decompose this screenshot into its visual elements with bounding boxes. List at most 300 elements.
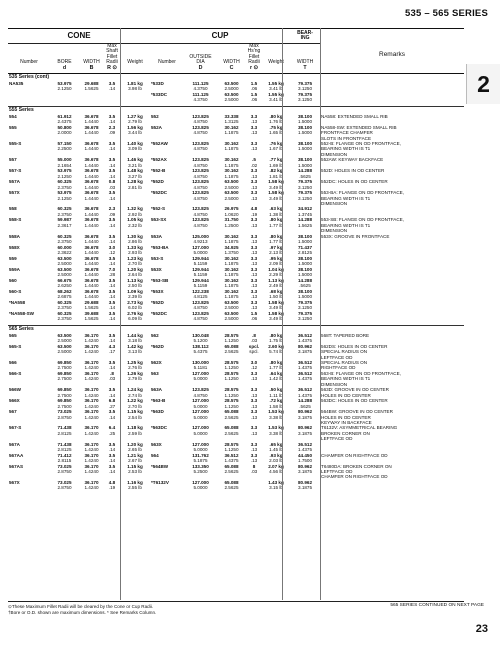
cone-weight [120, 344, 150, 360]
bearing-width [290, 114, 320, 125]
table-row [8, 256, 464, 267]
shaft-fillet [104, 234, 120, 245]
cup-width [217, 278, 246, 289]
cone-weight [120, 289, 150, 300]
cup-width [217, 480, 246, 491]
cone-weight [120, 278, 150, 289]
cone-bore [50, 190, 79, 206]
cup-width-imperial: 2.5625 [224, 349, 239, 355]
cup-width [217, 360, 246, 371]
shaft-fillet [104, 81, 120, 92]
housing-fillet-imperial: .13 [250, 457, 258, 463]
shaft-fillet-imperial: .14 [108, 392, 116, 398]
shaft-fillet-imperial: .14 [108, 446, 116, 452]
cone-number: 557-S [9, 168, 22, 174]
cone-width [79, 206, 104, 217]
cone-bore-imperial: 2.5000 [57, 272, 72, 278]
housing-fillet-imperial: .06 [250, 316, 258, 322]
shaft-fillet-imperial: .27 [108, 403, 116, 409]
bearing-width-metric: 36.512 [297, 332, 313, 338]
shaft-fillet-metric: 3.5 [108, 441, 116, 447]
cone-weight-imperial: 2.70 lb [128, 403, 142, 409]
cone-number: 560-S [9, 288, 22, 294]
bearing-width-metric: 38.100 [297, 124, 313, 130]
cup-number: *533DC [151, 91, 168, 97]
bearing-width-imperial: 3.1250 [297, 86, 313, 92]
cup-od-imperial: 5.1159 [193, 272, 208, 278]
cone-weight [120, 333, 150, 344]
cone-weight-imperial: 2.74 lb [128, 392, 142, 398]
housing-fillet [246, 464, 262, 480]
cone-bore-imperial: 2.3750 [57, 239, 72, 245]
bearing-width-metric: 14.288 [297, 398, 313, 404]
cone-weight-metric: 1.27 kg [127, 113, 143, 119]
bearing-width [290, 278, 320, 289]
cup-weight [262, 398, 290, 409]
housing-fillet-imperial: .13 [250, 184, 258, 190]
cup-od-metric: 130.000 [192, 359, 209, 365]
cone-bore [50, 267, 79, 278]
shaft-fillet [104, 278, 120, 289]
cone-bore-metric: 57.150 [57, 141, 72, 147]
sym-D: D [184, 66, 217, 74]
cup-od [184, 333, 217, 344]
cone-number: *NA558 [9, 299, 26, 305]
cone-weight-metric: 1.15 kg [127, 409, 143, 415]
header-row-labels [8, 43, 464, 66]
cup-width-imperial: 2.5000 [224, 316, 239, 322]
cone-width [79, 125, 104, 141]
cup-number: *552D [151, 179, 164, 185]
shaft-fillet-metric: 2.3 [108, 206, 116, 212]
cone-width-imperial: 1.4440 [84, 283, 99, 289]
remarks: 553-BA: FLANGE ON OD FRONTFACE, BEARING WIDTH IS T1 DIMENSION [321, 190, 404, 207]
cup-od-metric: 127.000 [192, 398, 209, 404]
bearing-width-metric: 79.375 [297, 299, 313, 305]
cup-od-metric: 138.112 [192, 343, 209, 349]
shaft-fillet-metric: 3.5 [108, 190, 116, 196]
cup-od [184, 92, 217, 103]
remarks: 562DS: HOLES IN OD CENTER SPECIAL RADIUS ON LEFTFACE OD [321, 343, 388, 360]
cone-width [79, 387, 104, 398]
cone-weight [120, 217, 150, 233]
outside-dia-header: OUTSIDE DIA [189, 53, 212, 65]
cup-od [184, 168, 217, 179]
bearing-width-imperial: 1.5000 [297, 294, 313, 300]
cup-od [184, 234, 217, 245]
bearing-width-imperial: 1.4375 [297, 365, 313, 371]
cup-weight-metric: 1.58 kg [268, 299, 284, 305]
cup-od-metric: 123.825 [192, 299, 209, 305]
cone-bore-imperial: 2.4375 [57, 119, 72, 125]
cone-weight-imperial: 3.27 lb [128, 173, 142, 179]
table-row [8, 125, 464, 141]
cone-weight-imperial: 3.98 lb [128, 86, 142, 92]
cone-weight-metric: 1.23 kg [127, 255, 143, 261]
cone-bore-metric: 69.850 [57, 387, 72, 393]
cup-width-metric: 30.162 [224, 233, 239, 239]
cup-od [184, 344, 217, 360]
page-tab: 2 [466, 64, 500, 104]
housing-fillet-imperial: .13 [250, 119, 258, 125]
cone-weight-metric: 1.21 kg [127, 452, 143, 458]
cone-bore [50, 371, 79, 387]
cup-width [217, 344, 246, 360]
cup-od [184, 256, 217, 267]
cone-width-metric: 36.170 [84, 370, 99, 376]
cone-weight [120, 114, 150, 125]
housing-fillet-metric: 3.3 [250, 425, 258, 431]
cone-bore-imperial: 2.5000 [57, 349, 72, 355]
cup-width [217, 442, 246, 453]
remarks [320, 289, 464, 300]
cup-od-imperial: 4.8750 [193, 305, 208, 311]
cone-bore-metric: 61.912 [57, 113, 72, 119]
table-row [8, 333, 464, 344]
table-row [8, 114, 464, 125]
cone-bore-imperial: 2.0000 [57, 130, 72, 136]
table-bottom-rule [8, 601, 464, 602]
shaft-fillet-metric: 3.5 [108, 217, 116, 223]
housing-fillet-imperial: .13 [250, 414, 258, 420]
cup-weight-imperial: 1.77 lb [269, 222, 283, 228]
cone-bore-metric: 60.325 [57, 310, 72, 316]
cup-od-imperial: 5.1181 [193, 365, 208, 371]
table-row [8, 217, 464, 233]
housing-fillet-metric: 3.0 [250, 359, 258, 365]
cup-weight [262, 114, 290, 125]
bearing-width-imperial: 1.3745 [297, 211, 313, 217]
cone-weight-imperial: 2.50 lb [128, 283, 142, 289]
cone-width-metric: 36.678 [84, 168, 99, 174]
cone-bore-metric: 69.850 [57, 359, 72, 365]
shaft-fillet-metric: 3.5 [108, 409, 116, 415]
cone-weight [120, 453, 150, 464]
table-row [8, 409, 464, 425]
cup-width [217, 179, 246, 190]
cone-bore [50, 387, 79, 398]
cone-weight-imperial: 3.13 lb [128, 349, 142, 355]
cone-number: 566 [9, 359, 17, 365]
housing-fillet-metric: 3.3 [250, 217, 258, 223]
cone-bore-imperial: 2.7500 [57, 403, 72, 409]
cone-number: 566X [9, 398, 20, 404]
table-row [8, 398, 464, 409]
cone-weight-metric: 1.25 kg [127, 359, 143, 365]
shaft-fillet-imperial: .14 [108, 119, 116, 125]
remarks [320, 256, 464, 267]
remarks: NA558-SW: EXTENDED SMALL RIB FRONTFACE CHAMFER SLOTS IN FRONTFACE [321, 124, 397, 141]
cone-bore-imperial: 2.1250 [57, 173, 72, 179]
cone-weight-metric: 1.81 kg [127, 80, 143, 86]
cup-width-imperial: 2.5625 [224, 414, 239, 420]
cup-width-imperial: 1.1250 [224, 392, 239, 398]
cone-width-imperial: 1.4440 [84, 146, 99, 152]
housing-fillet [246, 245, 262, 256]
cone-width [79, 300, 104, 311]
cone-bore [50, 125, 79, 141]
cone-width-imperial: 1.4440 [84, 294, 99, 300]
cone-width-imperial: 1.4240 [84, 338, 99, 344]
cone-width-imperial: 1.4240 [84, 376, 99, 382]
cup-width-metric: 63.500 [224, 190, 239, 196]
shaft-fillet-imperial: .09 [108, 211, 116, 217]
cup-width-imperial: 2.5625 [224, 485, 239, 491]
bearing-width [290, 333, 320, 344]
cup-weight [262, 234, 290, 245]
cone-weight-header: Weight [127, 59, 143, 65]
housing-fillet-metric: 3.3 [250, 113, 258, 119]
cup-weight-imperial: 1.81 lb [269, 173, 283, 179]
cone-width-imperial: 1.4240 [84, 457, 99, 463]
cup-od-metric: 127.000 [192, 409, 209, 415]
cone-weight-metric: 1.56 kg [127, 124, 143, 130]
cone-width-metric: 36.678 [84, 244, 99, 250]
shaft-fillet [104, 300, 120, 311]
cone-width-metric: 36.678 [84, 288, 99, 294]
table-row [8, 234, 464, 245]
shaft-fillet-metric: 3.5 [108, 332, 116, 338]
cup-width-metric: 30.162 [224, 157, 239, 163]
cone-bore-metric: 53.975 [57, 80, 72, 86]
shaft-fillet [104, 256, 120, 267]
cone-width [79, 114, 104, 125]
cone-weight-metric: 1.20 kg [127, 266, 143, 272]
cup-width-metric: 30.162 [224, 141, 239, 147]
cone-width [79, 409, 104, 425]
housing-fillet-imperial: .13 [250, 272, 258, 278]
cone-weight-metric: 1.42 kg [127, 343, 143, 349]
cone-bore-metric: 68.262 [57, 288, 72, 294]
cup-od-metric: 123.825 [192, 310, 209, 316]
shaft-fillet-imperial: .17 [108, 349, 116, 355]
bearing-width [290, 206, 320, 217]
housing-fillet-imperial: .02 [250, 162, 258, 168]
cup-width-metric: 30.162 [224, 266, 239, 272]
cone-width-metric: 36.678 [84, 206, 99, 212]
cup-od-imperial: 4.3750 [193, 86, 208, 92]
cup-od-metric: 123.825 [192, 190, 209, 196]
cup-weight-imperial: 3.49 lb [269, 184, 283, 190]
cup-weight-metric: .76 kg [269, 141, 283, 147]
cup-width-imperial: 1.1875 [224, 130, 239, 136]
cup-od [184, 409, 217, 425]
bearing-width-imperial: 1.5000 [297, 130, 313, 136]
cup-width [217, 409, 246, 425]
cup-weight-imperial: 2.49 lb [269, 283, 283, 289]
cone-width-imperial: 1.4240 [84, 392, 99, 398]
cup-od-imperial: 4.8125 [193, 294, 208, 300]
table-row [8, 245, 464, 256]
shaft-fillet-metric: 3.0 [108, 244, 116, 250]
cup-weight-imperial: 1.77 lb [269, 239, 283, 245]
cup-weight-imperial: 3.41 lb [269, 97, 283, 103]
housing-fillet-imperial: .13 [250, 430, 258, 436]
housing-fillet-metric: 3.3 [250, 255, 258, 261]
cone-weight-imperial: 3.09 lb [128, 146, 142, 152]
cone-bore [50, 480, 79, 491]
cone-width [79, 333, 104, 344]
cone-bore-imperial: 2.8750 [57, 485, 72, 491]
cup-weight-metric: .77 kg [269, 157, 283, 163]
housing-fillet-metric: 3.3 [250, 398, 258, 404]
cone-number [8, 92, 50, 103]
cone-weight-imperial: 3.18 lb [128, 338, 142, 344]
cone-bore-imperial: 2.3622 [57, 250, 72, 256]
cone-width-imperial: 1.4240 [84, 414, 99, 420]
cone-weight-imperial: 2.55 lb [128, 485, 142, 491]
remarks: 552-B: FLANGE ON OD FRONTFACE, BEARING WIDTH IS T1 DIMENSION [321, 141, 401, 157]
shaft-fillet [104, 217, 120, 233]
cone-weight [120, 425, 150, 441]
shaft-fillet [104, 114, 120, 125]
housing-fillet [246, 141, 262, 157]
cup-width-imperial: 1.1250 [224, 376, 239, 382]
housing-fillet-imperial: .06 [250, 86, 258, 92]
shaft-fillet-imperial: .12 [108, 250, 116, 256]
cone-bore [50, 300, 79, 311]
cone-width-imperial: 1.4440 [84, 184, 99, 190]
bearing-width-metric: 36.512 [297, 441, 313, 447]
remarks: 552D: HOLES IN OD CENTER [321, 168, 385, 174]
cone-weight [120, 234, 150, 245]
shaft-fillet-metric: 3.5 [108, 452, 116, 458]
cone-width [79, 234, 104, 245]
cone-weight [120, 300, 150, 311]
cone-bore-imperial: 2.3750 [57, 184, 72, 190]
remarks: 563DC: HOLES IN OD CENTER [321, 398, 388, 404]
cup-od [184, 398, 217, 409]
cup-weight-imperial: 1.42 lb [269, 376, 283, 382]
cup-weight [262, 206, 290, 217]
shaft-fillet-imperial: .14 [108, 283, 116, 289]
cup-width [217, 398, 246, 409]
cup-width-metric: 65.088 [224, 425, 239, 431]
cup-weight-imperial: 1.67 lb [269, 146, 283, 152]
table-row [8, 371, 464, 387]
cup-od-imperial: 5.0000 [193, 414, 208, 420]
cone-number: 554 [9, 113, 17, 119]
cone-bore-metric: 60.325 [57, 206, 72, 212]
column-divider [320, 28, 321, 600]
cup-width-imperial: 1.1875 [224, 173, 239, 179]
cone-bore-imperial: 2.3750 [57, 305, 72, 311]
bearing-width-imperial: .5625 [299, 403, 311, 409]
cone-width-imperial: 1.4240 [84, 430, 99, 436]
cone-bore-imperial: 2.3750 [57, 211, 72, 217]
cup-weight-imperial: 3.38 lb [269, 430, 283, 436]
cup-weight-imperial: 3.41 lb [269, 86, 283, 92]
remarks: 553-SB: FLANGE ON OD FRONTFACE, BEARING WIDTH IS T1 DIMENSION [321, 217, 404, 234]
bearing-width [290, 267, 320, 278]
cup-width-metric: 65.088 [224, 343, 239, 349]
housing-fillet [246, 371, 262, 387]
cone-width [79, 480, 104, 491]
cone-bore [50, 425, 79, 441]
cone-bore-metric: 53.975 [57, 168, 72, 174]
cup-od [184, 311, 217, 322]
bearing-width-metric: 71.437 [297, 244, 313, 250]
cup-weight-metric: 1.58 kg [268, 179, 284, 185]
bearing-width [290, 81, 320, 92]
cone-bore-metric: 73.025 [57, 479, 72, 485]
housing-fillet [246, 300, 262, 311]
cup-width-metric: 65.088 [224, 479, 239, 485]
cone-number: 559 [9, 255, 17, 261]
cone-bore-metric: 59.987 [57, 217, 72, 223]
cup-od-imperial: 4.8750 [193, 195, 208, 201]
cup-od-imperial: 5.0000 [193, 485, 208, 491]
bearing-width-metric: 36.512 [297, 387, 313, 393]
cup-od [184, 190, 217, 206]
bearing-width [290, 311, 320, 322]
cone-bore-metric: 69.850 [57, 370, 72, 376]
housing-fillet-metric: 3.3 [250, 409, 258, 415]
cup-od-imperial: 5.0000 [193, 446, 208, 452]
cup-width-metric: 28.575 [224, 332, 239, 338]
remarks: 568T: TAPERED BORE [321, 332, 370, 338]
shaft-fillet [104, 245, 120, 256]
cup-number: *552AX [151, 157, 167, 163]
cone-width [79, 81, 104, 92]
cone-width-imperial: 1.4440 [84, 211, 99, 217]
housing-fillet [246, 398, 262, 409]
cone-width-metric: 36.170 [84, 359, 99, 365]
cone-width [79, 92, 104, 103]
bearing-width-imperial: 3.1250 [297, 97, 313, 103]
bearing-width-metric: 80.962 [297, 409, 313, 415]
cone-number: 567AS [9, 463, 24, 469]
bearing-width-imperial: 3.1250 [297, 184, 313, 190]
cup-width [217, 190, 246, 206]
shaft-fillet-imperial: .14 [108, 414, 116, 420]
cup-od [184, 267, 217, 278]
cup-od-imperial: 4.9213 [193, 239, 208, 245]
cone-width-imperial: 1.4440 [84, 222, 99, 228]
cup-weight [262, 289, 290, 300]
cup-weight [262, 371, 290, 387]
cup-number: *552-B [151, 168, 166, 174]
cone-number: 566-S [9, 370, 22, 376]
cone-weight [120, 141, 150, 157]
housing-fillet-imperial: .19 [250, 211, 258, 217]
cone-bore [50, 141, 79, 157]
cup-weight [262, 278, 290, 289]
cup-weight-metric: 1.58 kg [268, 190, 284, 196]
housing-fillet-metric: 3.3 [250, 370, 258, 376]
cup-weight-metric: .80 kg [269, 332, 283, 338]
cup-weight [262, 425, 290, 441]
table-row [8, 157, 464, 168]
continued-note: 565 SERIES CONTINUED ON NEXT PAGE [390, 603, 484, 608]
cup-weight [262, 157, 290, 168]
cup-width-imperial: 1.1875 [224, 162, 239, 168]
cone-bore-imperial: 2.8115 [57, 457, 72, 463]
cup-width-imperial: 1.0620 [224, 211, 239, 217]
housing-fillet-imperial: .13 [250, 239, 258, 245]
cup-weight-imperial: 1.76 lb [269, 119, 283, 125]
cup-od [184, 157, 217, 168]
cup-od-imperial: 5.1200 [193, 338, 208, 344]
cone-bore-metric: 71.412 [57, 452, 72, 458]
shaft-fillet-imperial: .19 [108, 485, 116, 491]
cup-od-imperial: 4.8750 [193, 173, 208, 179]
cup-width-imperial: 1.2500 [224, 222, 239, 228]
cone-weight-metric: 1.28 kg [127, 179, 143, 185]
housing-fillet-imperial: .13 [250, 130, 258, 136]
page-number: 23 [475, 623, 488, 635]
shaft-fillet-metric: 3.5 [108, 255, 116, 261]
